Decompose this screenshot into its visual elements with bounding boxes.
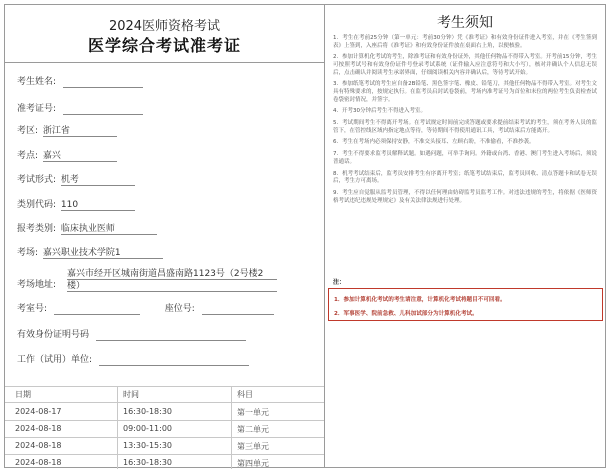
notice-item: 8．机考考试结束后，监考员安排考生有序离开考室；纸笔考试结束后，监考员回收、清点答题卡和试卷无误后，考生方可离场。 [333, 170, 597, 185]
schedule-time: 09:00-11:00 [123, 424, 172, 433]
title-divider [5, 62, 324, 63]
schedule-time: 16:30-18:30 [123, 458, 172, 467]
highlight-line: 1．参加计算机化考试的考生请注意，计算机化考试将题目不可回看。 [334, 297, 506, 303]
header-time: 时间 [123, 390, 139, 399]
schedule-subject: 第四单元 [237, 459, 269, 468]
admission-ticket [4, 4, 606, 468]
admission-number-field [63, 104, 143, 115]
address-underline-1 [67, 279, 277, 280]
notice-item: 1．考生在考前25分钟（第一单元：考前30分钟）凭《准考证》和有效身份证件进入考室，并在《考生签到表》上签到，入座后将《准考证》和有效身份证件放在桌面右上角，以便核验。 [333, 35, 597, 49]
admission-number-label: 准考证号: [17, 104, 57, 114]
notice-title: 考生须知 [437, 15, 493, 31]
schedule-date: 2024-08-18 [15, 441, 62, 450]
header-subject: 科目 [237, 390, 253, 399]
schedule-top-border [5, 386, 324, 387]
region-value: 浙江省 [43, 126, 117, 137]
header-date: 日期 [15, 390, 31, 399]
ticket-left-panel [5, 5, 324, 467]
id-document-row [17, 330, 246, 341]
schedule-row-divider [5, 454, 324, 455]
category-row [17, 224, 157, 235]
category-label: 报考类别: [17, 224, 57, 234]
schedule-date: 2024-08-17 [15, 407, 62, 416]
schedule-subject: 第二单元 [237, 425, 269, 434]
schedule-subject: 第一单元 [237, 408, 269, 417]
schedule-date: 2024-08-18 [15, 458, 62, 467]
seat-field [202, 304, 274, 315]
highlight-box [328, 288, 603, 321]
name-field [63, 77, 143, 88]
notice-panel [325, 5, 605, 467]
id-document-field [96, 330, 246, 341]
schedule-column-divider [117, 386, 118, 469]
exam-form-label: 考试形式: [17, 175, 57, 185]
site-label: 考点: [17, 151, 39, 161]
notice-item: 5．考试期间考生不得离开考场。在考试规定时间前完成答题或要求提前结束考试的考生，须在考务人员的监管下，在管控线区域内指定地点等待，等待期间不得使用通讯工具，考试结束后方能离开。 [333, 120, 597, 134]
workplace-field [99, 355, 249, 366]
schedule-subject: 第三单元 [237, 442, 269, 451]
notice-item: 4．开考30分钟后考生不得进入考室。 [333, 108, 426, 115]
name-row [17, 77, 143, 88]
address-line-1: 嘉兴市经开区城南街道昌盛南路1123号（2号楼2 [67, 269, 264, 279]
site-value: 嘉兴 [43, 151, 117, 162]
notice-list [333, 35, 597, 209]
address-label: 考场地址: [17, 280, 57, 290]
highlight-line: 2．军事医学、院前急救、儿科加试部分为计算机化考试。 [334, 311, 478, 317]
category-code-label: 类别代码: [17, 200, 57, 210]
schedule-time: 13:30-15:30 [123, 441, 172, 450]
table-row [5, 458, 324, 473]
ticket-main-title: 医学综合考试准考证 [87, 36, 241, 55]
schedule-row-divider [5, 420, 324, 421]
name-label: 考生姓名: [17, 77, 57, 87]
form-row [17, 175, 135, 186]
notice-item: 3．参加纸笔考试的考生应自备2B铅笔、黑色签字笔、橡皮、铅笔刀，其他任何物品不得带入考室。对考生文具有特殊要求的，按规定执行。在监考员启封试卷袋前，考场内准考证号为首位和末位的两位考生负责检查试卷袋密封情况，并签字。 [333, 81, 598, 103]
notice-item: 2．参加计算机化考试的考生，除准考证和有效身份证外，其他任何物品不得带入考室。开考前15分钟，考生可按照考试号和有效身份证件号登录考试系统（证件输入应注意符号和大小写），核对并确认个人信息无误后，点击确认并阅读考生承诺界面，仔细阅读相关内容并确认后，等待考试开始。 [333, 54, 597, 76]
seat-label: 座位号: [164, 304, 195, 314]
notice-item: 9．考生应自觉服从监考员管理，不得以任何理由妨碍监考员监考工作。对违法违规的考生，将依据《医师资格考试违纪违规处理规定》及有关法律法规进行处理。 [333, 190, 597, 204]
room-label: 考室号: [17, 304, 48, 314]
schedule-date: 2024-08-18 [15, 424, 62, 433]
exam-form-value: 机考 [61, 175, 135, 186]
category-code-row [17, 200, 135, 211]
notice-item: 7．考生不得要求监考员解释试题。如遇问题，可举手询问。外籍或台湾、香港、澳门考生进入考场后，须说普通话。 [333, 151, 597, 165]
venue-label: 考场: [17, 248, 39, 258]
exam-year-title: 2024医师资格考试 [108, 19, 221, 34]
venue-value: 嘉兴职业技术学院1 [43, 248, 163, 259]
category-code-value: 110 [61, 200, 135, 211]
site-row [17, 151, 117, 162]
workplace-row [17, 355, 249, 366]
schedule-row-divider [5, 437, 324, 438]
address-underline-2 [67, 291, 277, 292]
region-label: 考区: [17, 126, 39, 136]
workplace-label: 工作（试用）单位: [17, 355, 93, 365]
schedule-column-divider [231, 386, 232, 469]
room-seat-row [17, 304, 274, 315]
region-row [17, 126, 117, 137]
schedule-time: 16:30-18:30 [123, 407, 172, 416]
id-row [17, 104, 143, 115]
notice-item: 6．考生在考场内必须保持安静，不准交头接耳、左顾右盼，不准偷看，不准抄袭。 [333, 139, 535, 146]
schedule-row-divider [5, 402, 324, 403]
room-field [54, 304, 140, 315]
id-document-label: 有效身份证明号码 [17, 330, 90, 340]
venue-row [17, 248, 163, 259]
note-label: 注： [333, 279, 346, 286]
address-line-2: 楼） [67, 281, 86, 291]
category-value: 临床执业医师 [61, 224, 157, 235]
